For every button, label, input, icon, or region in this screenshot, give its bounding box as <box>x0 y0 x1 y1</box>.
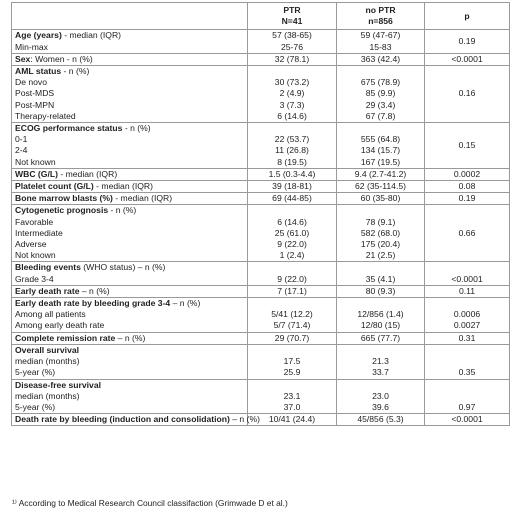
row-sub-label: Therapy-related <box>15 110 76 121</box>
value: 23.0 <box>372 390 389 401</box>
value: 15-83 <box>369 41 392 52</box>
no-ptr-value-cell <box>337 193 425 205</box>
row-sub-label: 5-year (%) <box>15 401 56 412</box>
value <box>251 262 333 273</box>
value: 665 (77.7) <box>360 332 401 343</box>
results-table-container <box>11 2 509 426</box>
no-ptr-value-cell <box>337 53 425 65</box>
row-title-note: – n (%) <box>229 414 260 425</box>
no-ptr-value-cell <box>337 414 425 426</box>
row-sub-label: Not known <box>15 156 56 167</box>
row-label-cell <box>12 30 248 53</box>
header-blank <box>12 3 248 30</box>
header-ptr-n: N=41 <box>281 16 303 27</box>
p-value: 0.0027 <box>453 320 481 331</box>
value: 23.1 <box>283 390 301 401</box>
row-sub-label: Adverse <box>15 239 47 250</box>
row-sub-label: Post-MDS <box>15 88 55 99</box>
row-sub-label: Not known <box>15 250 56 261</box>
row-title-line <box>15 380 244 391</box>
value: 25 (61.0) <box>274 227 310 238</box>
p-value: 0.97 <box>458 401 476 412</box>
p-value: 0.19 <box>458 36 476 46</box>
no-ptr-value-cell <box>337 123 425 169</box>
row-title: Complete remission rate <box>15 332 116 343</box>
row-title-line <box>15 205 244 216</box>
value: 22 (53.7) <box>274 134 310 145</box>
row-title-note: - n (%) <box>108 205 137 216</box>
value: 1.5 (0.3-4.4) <box>268 168 316 179</box>
ptr-value-cell <box>248 193 337 205</box>
row-title-line <box>15 66 244 77</box>
no-ptr-value-cell <box>337 66 425 123</box>
table-row <box>12 181 510 193</box>
row-title: ECOG performance status <box>15 123 123 134</box>
no-ptr-value-cell <box>337 332 425 344</box>
row-label-cell <box>12 181 248 193</box>
header-p: p <box>425 3 510 30</box>
row-title-line <box>15 286 244 297</box>
no-ptr-value-cell <box>337 181 425 193</box>
table-row <box>12 30 510 53</box>
row-sub-label: Post-MPN <box>15 99 55 110</box>
value: 1 (2.4) <box>279 250 305 261</box>
no-ptr-value-cell <box>337 298 425 333</box>
p-value-cell <box>425 66 510 123</box>
row-title-note: - median (IQR) <box>61 30 122 41</box>
value: 25-76 <box>281 41 303 52</box>
header-ptr <box>248 3 337 30</box>
no-ptr-value-cell <box>337 285 425 297</box>
value: 33.7 <box>372 367 389 378</box>
no-ptr-value-cell <box>337 205 425 262</box>
p-value: 0.08 <box>458 181 476 192</box>
row-title-line <box>15 345 244 356</box>
table-row <box>12 193 510 205</box>
value <box>340 205 421 216</box>
table-row <box>12 53 510 65</box>
row-title: Cytogenetic prognosis <box>15 205 109 216</box>
p-value: 0.66 <box>458 227 476 238</box>
value: 363 (42.4) <box>360 53 401 64</box>
p-value: <0.0001 <box>451 53 483 64</box>
value: 9 (22.0) <box>277 239 307 250</box>
table-footnote: ¹⁾ According to Medical Research Council classifaction (Grimwade D et al.) <box>12 498 288 508</box>
header-no-ptr-label: no PTR <box>365 5 396 15</box>
value: 17.5 <box>283 356 301 367</box>
results-table <box>11 2 510 426</box>
value: 12/80 (15) <box>360 320 401 331</box>
p-value: <0.0001 <box>451 414 483 425</box>
ptr-value-cell <box>248 53 337 65</box>
value: 5/41 (12.2) <box>271 309 313 320</box>
p-spacer <box>428 380 506 391</box>
value: 67 (7.8) <box>365 110 396 121</box>
p-value: <0.0001 <box>451 273 483 284</box>
row-title: Death rate by bleeding (induction and consolidation) <box>15 414 230 425</box>
value: 29 (3.4) <box>365 99 396 110</box>
value: 582 (68.0) <box>360 227 401 238</box>
value: 60 (35-80) <box>360 193 401 204</box>
row-title: Bleeding events <box>15 262 81 273</box>
table-row <box>12 332 510 344</box>
no-ptr-value-cell <box>337 168 425 180</box>
p-value-cell <box>425 344 510 379</box>
row-title-line <box>15 169 244 180</box>
row-title: Platelet count (G/L) <box>15 181 94 192</box>
value: 9 (22.0) <box>277 273 307 284</box>
ptr-value-cell <box>248 262 337 285</box>
value: 8 (19.5) <box>277 156 307 167</box>
table-row <box>12 262 510 285</box>
row-label-cell <box>12 193 248 205</box>
row-label-cell <box>12 205 248 262</box>
p-value-cell <box>425 168 510 180</box>
ptr-value-cell <box>248 332 337 344</box>
ptr-value-cell <box>248 414 337 426</box>
p-value-cell <box>425 285 510 297</box>
value: 675 (78.9) <box>360 77 401 88</box>
value: 5/7 (71.4) <box>273 320 311 331</box>
value <box>251 345 333 356</box>
row-title-note: – n (%) <box>170 298 201 309</box>
row-label-cell <box>12 66 248 123</box>
ptr-value-cell <box>248 205 337 262</box>
row-sub-label: Among early death rate <box>15 320 105 331</box>
p-value: 0.16 <box>458 88 476 99</box>
value: 69 (44-85) <box>272 193 312 204</box>
p-value: 0.11 <box>458 285 476 296</box>
row-sub-label: Min-max <box>15 41 48 52</box>
header-no-ptr <box>337 3 425 30</box>
table-row <box>12 344 510 379</box>
value <box>251 380 333 391</box>
value: 37.0 <box>283 401 301 412</box>
row-label-cell <box>12 298 248 333</box>
row-title-line <box>15 123 244 134</box>
ptr-value-cell <box>248 379 337 414</box>
row-title: WBC (G/L) <box>15 168 58 179</box>
table-row <box>12 298 510 333</box>
ptr-value-cell <box>248 66 337 123</box>
row-title-note: - n (%) <box>61 66 90 77</box>
value <box>340 298 421 309</box>
p-spacer <box>428 391 506 402</box>
p-value-cell <box>425 262 510 285</box>
ptr-value-cell <box>248 30 337 53</box>
ptr-value-cell <box>248 285 337 297</box>
row-title-line <box>15 54 244 65</box>
row-label-cell <box>12 344 248 379</box>
value: 3 (7.3) <box>279 99 305 110</box>
row-title: Early death rate by bleeding grade 3-4 <box>15 298 171 309</box>
row-label-cell <box>12 285 248 297</box>
row-title: Bone marrow blasts (%) <box>15 193 113 204</box>
table-row <box>12 123 510 169</box>
row-title-note: : Women - n (%) <box>30 53 93 64</box>
value: 7 (17.1) <box>277 285 307 296</box>
value: 62 (35-114.5) <box>355 181 406 192</box>
p-value-cell <box>425 181 510 193</box>
p-value: 0.0006 <box>453 309 481 320</box>
table-row <box>12 168 510 180</box>
p-spacer <box>428 356 506 367</box>
value: 39 (18-81) <box>272 181 312 192</box>
row-sub-label: Grade 3-4 <box>15 273 54 284</box>
value <box>340 262 421 273</box>
table-row <box>12 66 510 123</box>
row-title-note: - median (IQR) <box>57 168 118 179</box>
value: 39.6 <box>372 401 389 412</box>
row-title: Disease-free survival <box>15 379 101 390</box>
ptr-value-cell <box>248 168 337 180</box>
row-sub-label: Favorable <box>15 216 54 227</box>
p-value: 0.0002 <box>453 168 481 179</box>
row-title: Overall survival <box>15 344 80 355</box>
value: 6 (14.6) <box>277 110 307 121</box>
p-value-cell <box>425 123 510 169</box>
row-label-cell <box>12 332 248 344</box>
value: 9.4 (2.7-41.2) <box>354 168 407 179</box>
row-sub-label: De novo <box>15 77 48 88</box>
row-title: Early death rate <box>15 285 80 296</box>
row-label-cell <box>12 123 248 169</box>
row-label-cell <box>12 168 248 180</box>
header-ptr-label: PTR <box>283 5 301 15</box>
value: 29 (70.7) <box>274 332 310 343</box>
value: 45/856 (5.3) <box>357 414 404 425</box>
value: 59 (47-67) <box>360 30 401 41</box>
p-spacer <box>428 262 506 273</box>
row-title-note: - median (IQR) <box>112 193 173 204</box>
p-value-cell <box>425 379 510 414</box>
no-ptr-value-cell <box>337 30 425 53</box>
table-header-row <box>12 3 510 30</box>
row-sub-label: median (months) <box>15 390 80 401</box>
value: 21.3 <box>372 356 389 367</box>
value: 57 (38-65) <box>272 30 312 41</box>
p-value-cell <box>425 332 510 344</box>
p-value-cell <box>425 30 510 53</box>
value: 175 (20.4) <box>360 239 401 250</box>
p-value: 0.15 <box>458 139 476 150</box>
row-title-line <box>15 333 244 344</box>
p-spacer <box>428 345 506 356</box>
p-value-cell <box>425 205 510 262</box>
row-title-note: – n (%) <box>115 332 146 343</box>
row-sub-label: Among all patients <box>15 309 86 320</box>
row-title-note: – n (%) <box>79 285 110 296</box>
value <box>251 298 333 309</box>
table-row <box>12 379 510 414</box>
table-row <box>12 205 510 262</box>
table-row <box>12 414 510 426</box>
value: 80 (9.3) <box>365 285 396 296</box>
value: 11 (26.8) <box>275 145 309 156</box>
row-sub-label: 5-year (%) <box>15 367 56 378</box>
table-body <box>12 30 510 426</box>
value: 2 (4.9) <box>279 88 305 99</box>
value <box>251 123 333 134</box>
row-title: Sex <box>15 53 31 64</box>
row-title-line <box>15 181 244 192</box>
value: 32 (78.1) <box>274 53 310 64</box>
p-value-cell <box>425 414 510 426</box>
p-value <box>428 298 506 309</box>
ptr-value-cell <box>248 344 337 379</box>
p-value-cell <box>425 298 510 333</box>
row-title-note: - n (%) <box>122 123 151 134</box>
value: 6 (14.6) <box>277 216 307 227</box>
row-title-line <box>15 414 260 425</box>
value <box>251 205 333 216</box>
no-ptr-value-cell <box>337 344 425 379</box>
row-label-cell <box>12 262 248 285</box>
row-sub-label: median (months) <box>15 356 80 367</box>
header-no-ptr-n: n=856 <box>368 16 393 27</box>
p-value: 0.31 <box>458 332 476 343</box>
value <box>340 66 421 77</box>
value: 21 (2.5) <box>365 250 396 261</box>
row-title-line <box>15 262 244 273</box>
row-sub-label: 0-1 <box>15 134 28 145</box>
no-ptr-value-cell <box>337 379 425 414</box>
p-value: 0.35 <box>458 367 476 378</box>
row-sub-label: 2-4 <box>15 145 28 156</box>
value: 35 (4.1) <box>365 273 396 284</box>
value: 25.9 <box>283 367 301 378</box>
value: 12/856 (1.4) <box>357 309 404 320</box>
value <box>340 345 421 356</box>
row-label-cell <box>12 414 260 426</box>
ptr-value-cell <box>248 298 337 333</box>
p-value: 0.19 <box>458 193 476 204</box>
row-label-cell <box>12 379 248 414</box>
table-row <box>12 285 510 297</box>
row-title-line <box>15 30 244 41</box>
value <box>251 66 333 77</box>
row-title-note: - median (IQR) <box>93 181 153 192</box>
value: 85 (9.9) <box>365 88 396 99</box>
p-value-cell <box>425 53 510 65</box>
value: 555 (64.8) <box>360 134 401 145</box>
p-value-cell <box>425 193 510 205</box>
value: 167 (19.5) <box>360 156 401 167</box>
value: 30 (73.2) <box>274 77 310 88</box>
row-title: AML status <box>15 66 62 77</box>
value: 134 (15.7) <box>360 145 401 156</box>
row-title-note: (WHO status) – n (%) <box>80 262 166 273</box>
value: 78 (9.1) <box>365 216 396 227</box>
row-title-line <box>15 193 244 204</box>
row-label-cell <box>12 53 248 65</box>
value: 10/41 (24.4) <box>268 414 316 425</box>
ptr-value-cell <box>248 123 337 169</box>
row-title: Age (years) <box>15 30 62 41</box>
ptr-value-cell <box>248 181 337 193</box>
row-title-line <box>15 298 244 309</box>
no-ptr-value-cell <box>337 262 425 285</box>
row-sub-label: Intermediate <box>15 227 63 238</box>
value <box>340 380 421 391</box>
value <box>340 123 421 134</box>
